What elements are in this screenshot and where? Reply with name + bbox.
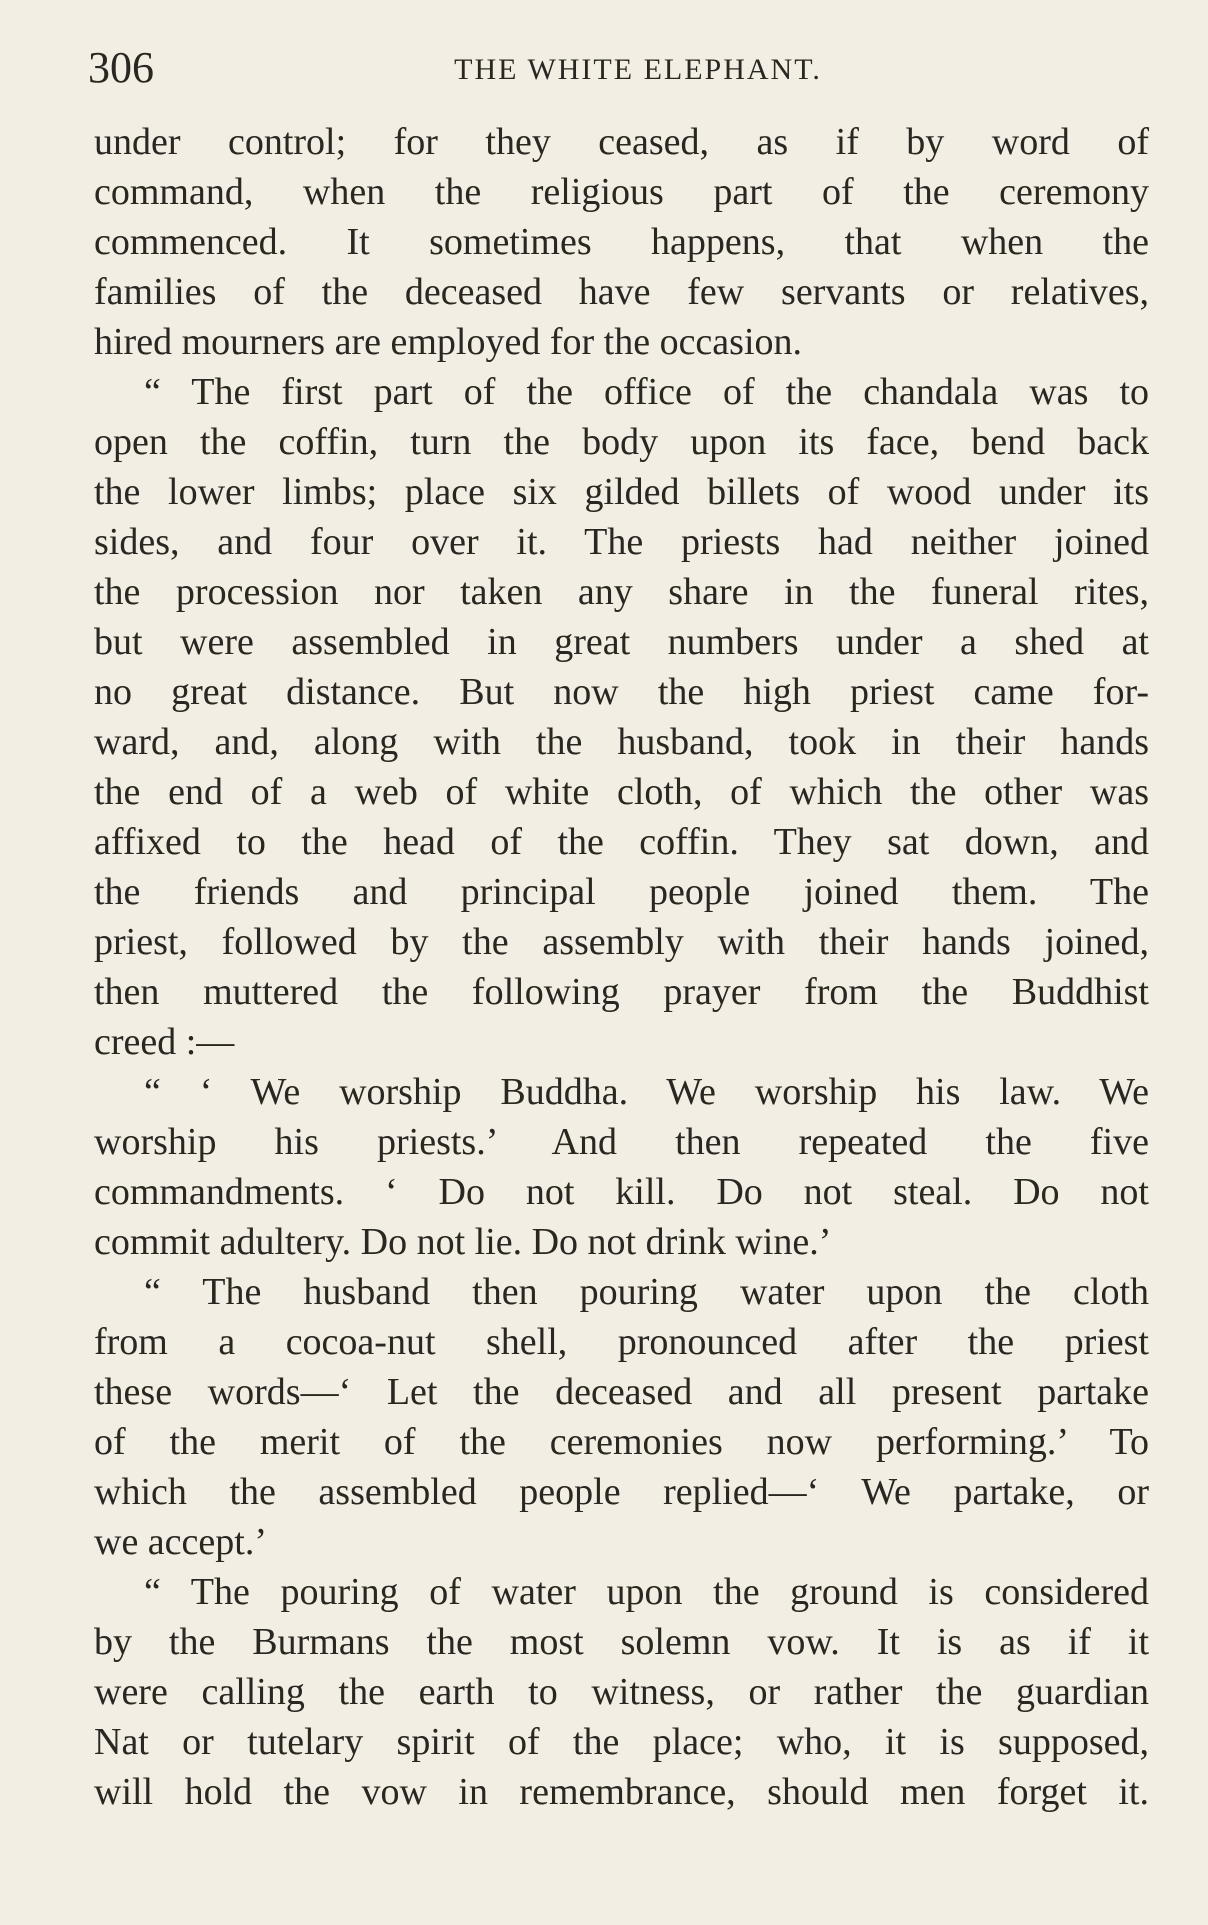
- text-line: families of the deceased have few servants or relatives,: [94, 271, 1149, 313]
- text-line: of the merit of the ceremonies now performing.’ To: [94, 1421, 1149, 1463]
- page-number: 306: [88, 43, 154, 92]
- text-line: priest, followed by the assembly with their hands joined,: [94, 921, 1149, 963]
- text-line: affixed to the head of the coffin. They sat down, and: [94, 821, 1149, 863]
- text-line: creed :—: [94, 1021, 235, 1063]
- page-header: [88, 38, 1148, 98]
- text-line: then muttered the following prayer from the Buddhist: [94, 971, 1149, 1013]
- text-line: no great distance. But now the high priest came for-: [94, 671, 1149, 713]
- text-line: by the Burmans the most solemn vow. It is as if it: [94, 1621, 1149, 1663]
- text-line: from a cocoa-nut shell, pronounced after the priest: [94, 1321, 1149, 1363]
- text-line: command, when the religious part of the ceremony: [94, 171, 1149, 213]
- text-line: “ The husband then pouring water upon the cloth: [144, 1271, 1149, 1313]
- body-text: [94, 117, 1149, 1817]
- text-line: commandments. ‘ Do not kill. Do not steal. Do not: [94, 1171, 1149, 1213]
- text-line: the procession nor taken any share in the funeral rites,: [94, 571, 1149, 613]
- text-line: we accept.’: [94, 1521, 267, 1563]
- text-line: were calling the earth to witness, or rather the guardian: [94, 1671, 1149, 1713]
- text-line: the lower limbs; place six gilded billets of wood under its: [94, 471, 1149, 513]
- text-line: ward, and, along with the husband, took in their hands: [94, 721, 1149, 763]
- text-line: the end of a web of white cloth, of which the other was: [94, 771, 1149, 813]
- text-line: “ ‘ We worship Buddha. We worship his law. We: [144, 1071, 1149, 1113]
- text-line: commenced. It sometimes happens, that when the: [94, 221, 1149, 263]
- text-line: hired mourners are employed for the occasion.: [94, 321, 803, 363]
- text-line: sides, and four over it. The priests had neither joined: [94, 521, 1149, 563]
- text-line: under control; for they ceased, as if by word of: [94, 121, 1149, 163]
- text-line: “ The pouring of water upon the ground is considered: [144, 1571, 1149, 1613]
- text-line: but were assembled in great numbers under a shed at: [94, 621, 1149, 663]
- text-line: worship his priests.’ And then repeated the five: [94, 1121, 1149, 1163]
- text-line: these words—‘ Let the deceased and all present partake: [94, 1371, 1149, 1413]
- text-line: open the coffin, turn the body upon its face, bend back: [94, 421, 1149, 463]
- running-title: THE WHITE ELEPHANT.: [454, 53, 822, 86]
- text-line: commit adultery. Do not lie. Do not drink wine.’: [94, 1221, 832, 1263]
- text-line: which the assembled people replied—‘ We partake, or: [94, 1471, 1149, 1513]
- text-line: Nat or tutelary spirit of the place; who, it is supposed,: [94, 1721, 1149, 1763]
- text-line: will hold the vow in remembrance, should men forget it.: [94, 1771, 1149, 1813]
- text-line: “ The first part of the office of the chandala was to: [144, 371, 1149, 413]
- text-line: the friends and principal people joined them. The: [94, 871, 1149, 913]
